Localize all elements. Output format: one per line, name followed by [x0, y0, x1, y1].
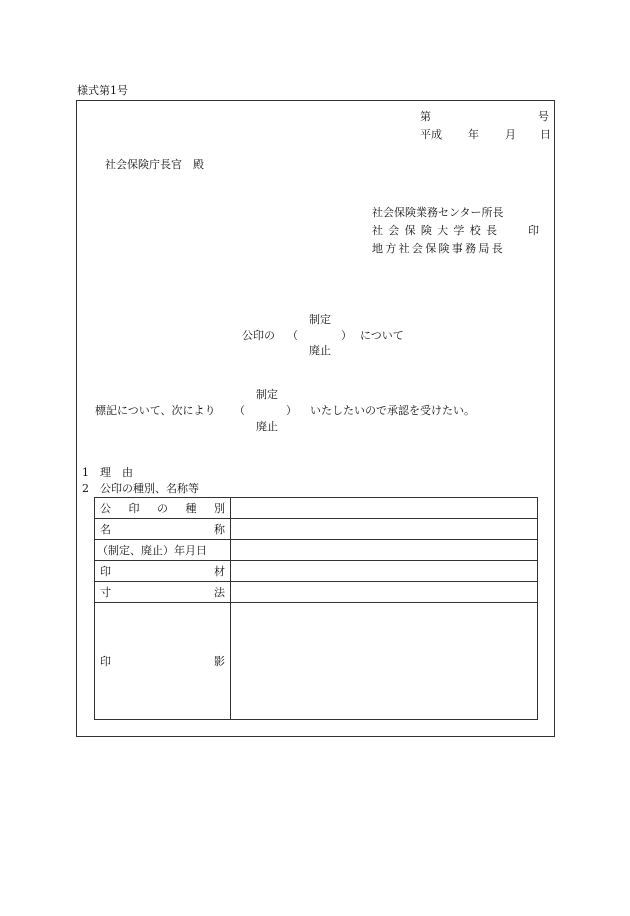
sender-char: 学: [453, 224, 465, 237]
sender-char: 会: [388, 224, 400, 237]
field-seal-impression[interactable]: [231, 603, 538, 720]
body-prefix: 標記について、次により: [95, 404, 216, 417]
doc-number-suffix: 号: [538, 110, 549, 123]
label-char: 名: [100, 523, 111, 536]
row-label-name: [95, 519, 231, 540]
date-year: 年: [468, 128, 479, 141]
item-2-label: 公印の種別、名称等: [100, 482, 199, 495]
title-option-bottom: 廃止: [309, 344, 331, 357]
label-char: 印: [100, 655, 111, 668]
date-era: 平成: [420, 128, 442, 141]
label-char: 別: [214, 502, 225, 515]
row-label-seal-type: [95, 498, 231, 519]
label-char: 印: [128, 502, 140, 515]
row-label-impression: [95, 603, 231, 720]
body-option-bottom: 廃止: [256, 420, 278, 433]
row-label-date: [95, 540, 231, 561]
sender-char: 保: [404, 224, 416, 237]
date-day: 日: [540, 128, 551, 141]
item-2-number: 2: [82, 482, 89, 495]
body-paren-open: （: [234, 404, 245, 417]
field-size[interactable]: [231, 582, 538, 603]
title-option-top: 制定: [309, 313, 331, 326]
body-suffix: いたしたいので承認を受けたい。: [310, 404, 475, 417]
table-row: [95, 519, 538, 540]
table-row: [95, 540, 538, 561]
sender-line-3: 地方社会保険事務局長: [372, 242, 505, 255]
table-row: [95, 582, 538, 603]
body-option-top: 制定: [256, 388, 278, 401]
item-1-label: 理 由: [100, 466, 133, 479]
sender-char: 社: [372, 224, 383, 237]
label-char: 種: [185, 502, 197, 515]
sender-char: 校: [469, 224, 481, 237]
field-name[interactable]: [231, 519, 538, 540]
sender-line-1: 社会保険業務センター所長: [372, 206, 504, 219]
sender-char: 大: [437, 224, 449, 237]
title-paren-open: （: [287, 329, 298, 342]
label-char: 法: [214, 586, 225, 599]
title-paren-close: ）: [341, 329, 352, 342]
label-char: の: [157, 502, 168, 515]
label-char: 公: [100, 502, 111, 515]
field-seal-type[interactable]: [231, 498, 538, 519]
sender-char: 険: [420, 224, 432, 237]
seal-details-table: [94, 497, 538, 720]
row-label-size: [95, 582, 231, 603]
title-prefix: 公印の: [242, 329, 275, 342]
doc-number-prefix: 第: [420, 110, 431, 123]
sender-line-2: [372, 224, 497, 238]
label-char: 寸: [100, 586, 111, 599]
form-label: 様式第1号: [77, 84, 128, 97]
label-char: 影: [214, 655, 225, 668]
field-material[interactable]: [231, 561, 538, 582]
field-date[interactable]: [231, 540, 538, 561]
addressee: 社会保険庁長官 殿: [105, 158, 204, 171]
label-char: 称: [214, 523, 225, 536]
table-row: [95, 561, 538, 582]
seal-mark: 印: [528, 224, 539, 237]
table-row: [95, 603, 538, 720]
table-row: [95, 498, 538, 519]
item-1-number: 1: [82, 466, 89, 479]
label-text: （制定、廃止）年月日: [97, 544, 207, 557]
date-month: 月: [505, 128, 516, 141]
label-char: 材: [214, 565, 225, 578]
label-char: 印: [100, 565, 111, 578]
sender-char: 長: [485, 224, 497, 237]
title-suffix: について: [360, 329, 404, 342]
row-label-material: [95, 561, 231, 582]
body-paren-close: ）: [286, 404, 297, 417]
